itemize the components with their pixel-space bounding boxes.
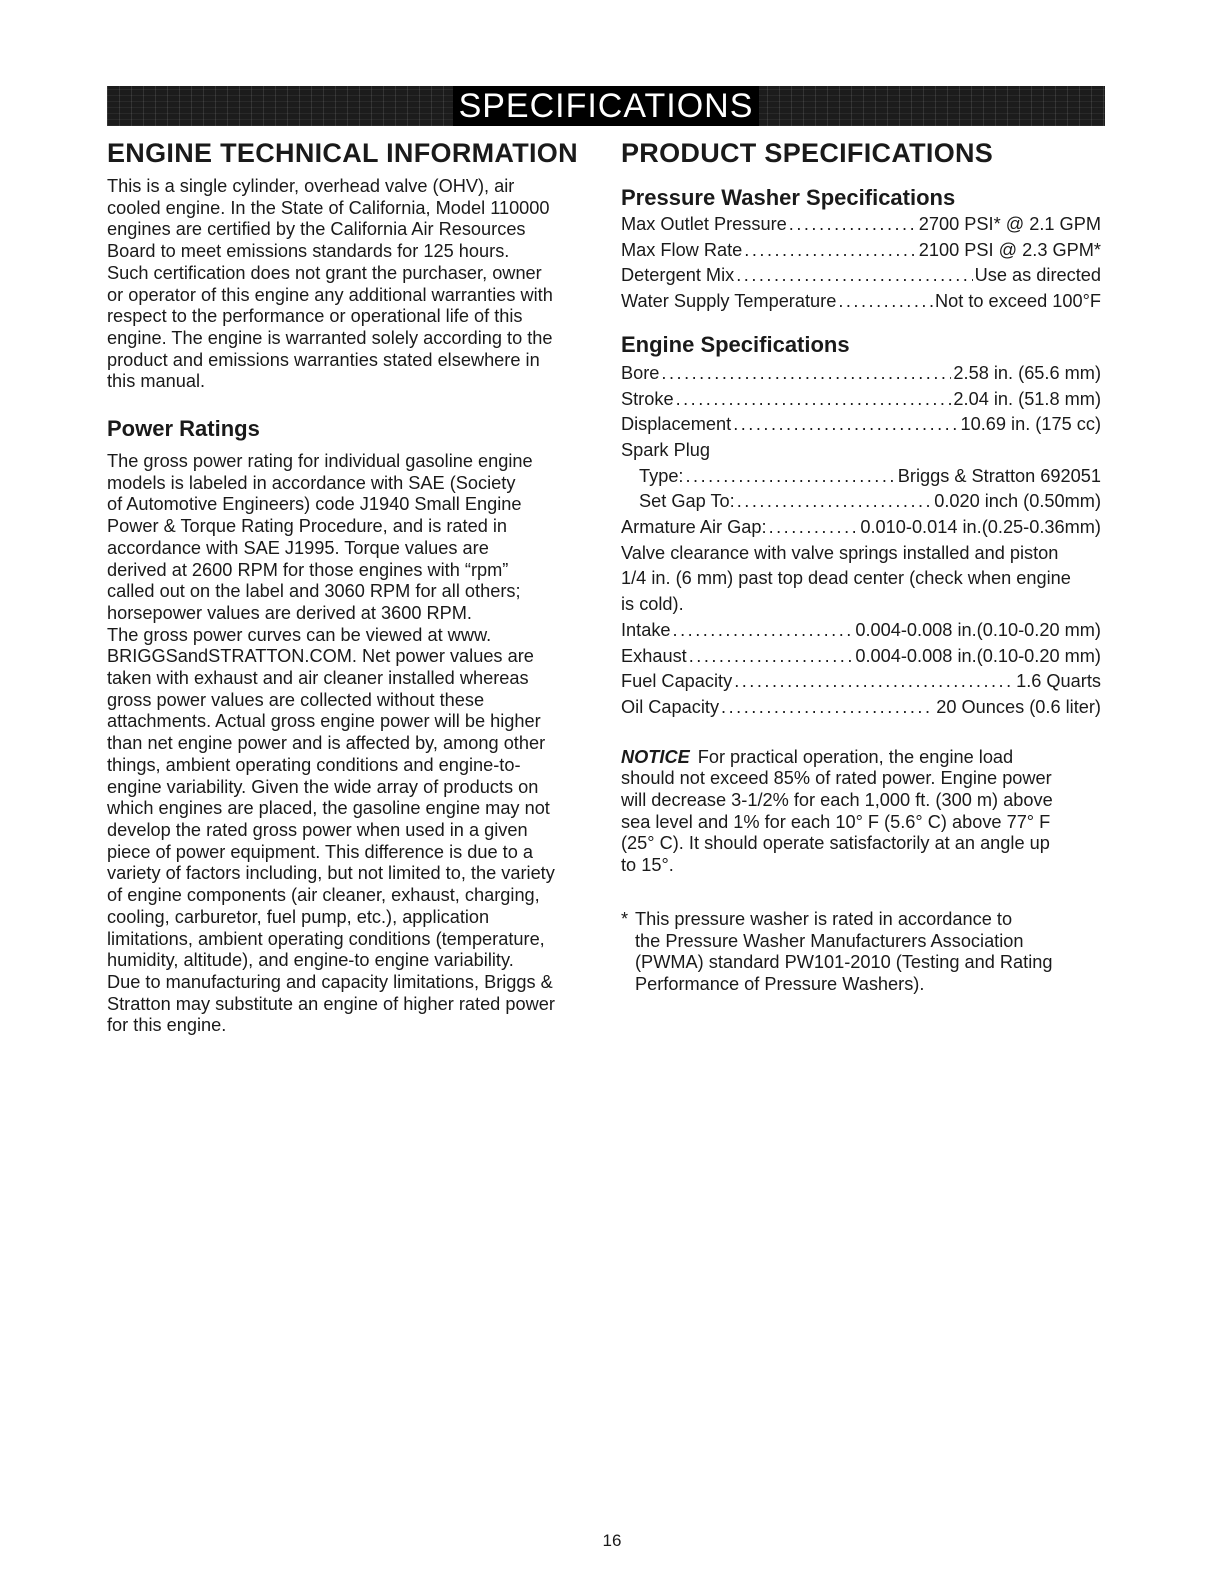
spec-label: Bore bbox=[621, 362, 660, 383]
spec-label: Intake bbox=[621, 619, 671, 640]
spec-label: Oil Capacity bbox=[621, 696, 720, 717]
leader-dots bbox=[744, 238, 916, 264]
spec-value: 0.010-0.014 in.(0.25-0.36mm) bbox=[860, 517, 1101, 538]
valve-clearance-line: Valve clearance with valve springs installed and piston bbox=[621, 542, 1059, 563]
spec-label: Exhaust bbox=[621, 645, 687, 666]
spec-value: 20 Ounces (0.6 liter) bbox=[936, 696, 1101, 717]
spec-label: Set Gap To: bbox=[639, 491, 735, 512]
power-line: horsepower values are derived at 3600 RPM. bbox=[107, 602, 472, 623]
footnote-star: * bbox=[621, 908, 629, 929]
spec-value: 2100 PSI @ 2.3 GPM* bbox=[918, 239, 1101, 260]
leader-dots bbox=[838, 289, 933, 315]
spec-row bbox=[621, 669, 1101, 695]
footnote-text bbox=[635, 909, 1053, 996]
power-line: models is labeled in accordance with SAE (Society bbox=[107, 472, 516, 493]
notice-line: should not exceed 85% of rated power. Engine power bbox=[621, 768, 1052, 789]
leader-dots bbox=[734, 669, 1014, 695]
intro-line: This is a single cylinder, overhead valve (OHV), air bbox=[107, 176, 515, 196]
power-line: for this engine. bbox=[107, 1015, 227, 1036]
power-line: accordance with SAE J1995. Torque values are bbox=[107, 537, 489, 558]
spec-label: Armature Air Gap: bbox=[621, 517, 767, 538]
leader-dots bbox=[685, 464, 895, 490]
engine-technical-heading: ENGINE TECHNICAL INFORMATION bbox=[107, 138, 578, 168]
power-line: which engines are placed, the gasoline engine may not bbox=[107, 798, 550, 819]
spec-value: 2700 PSI* @ 2.1 GPM bbox=[918, 214, 1101, 234]
leader-dots bbox=[736, 263, 972, 289]
spec-value: 0.020 inch (0.50mm) bbox=[934, 491, 1101, 512]
power-line: of engine components (air cleaner, exhaust, charging, bbox=[107, 885, 540, 906]
power-line: cooling, carburetor, fuel pump, etc.), application bbox=[107, 906, 490, 927]
product-specifications-heading: PRODUCT SPECIFICATIONS bbox=[621, 138, 994, 168]
footnote-line: Performance of Pressure Washers). bbox=[635, 973, 925, 994]
intro-line: Board to meet emissions standards for 125 hours. bbox=[107, 241, 510, 262]
power-line: piece of power equipment. This difference is due to a bbox=[107, 841, 533, 862]
leader-dots bbox=[673, 618, 854, 644]
power-line: limitations, ambient operating conditions (temperature, bbox=[107, 928, 545, 949]
page-number: 16 bbox=[602, 1531, 622, 1550]
spec-label: Max Flow Rate bbox=[621, 239, 743, 260]
leader-dots bbox=[661, 361, 951, 387]
spec-value: Briggs & Stratton 692051 bbox=[897, 465, 1101, 486]
intro-line: or operator of this engine any additional warranties with bbox=[107, 284, 553, 305]
spec-row bbox=[621, 263, 1101, 289]
leader-dots bbox=[733, 412, 958, 438]
right-column bbox=[621, 136, 1101, 996]
spec-value: 2.58 in. (65.6 mm) bbox=[953, 362, 1101, 383]
spec-row bbox=[621, 238, 1101, 264]
spec-label: Type: bbox=[639, 465, 684, 486]
power-line: things, ambient operating conditions and engine-to- bbox=[107, 754, 521, 775]
spec-value: 1.6 Quarts bbox=[1016, 671, 1101, 692]
power-line: gross power values are collected without these bbox=[107, 689, 485, 710]
intro-line: this manual. bbox=[107, 371, 206, 392]
left-column bbox=[107, 136, 595, 1037]
intro-line: engines are certified by the California Air Resources bbox=[107, 219, 526, 240]
notice-paragraph bbox=[621, 747, 1101, 877]
spec-row bbox=[621, 515, 1101, 541]
power-line: humidity, altitude), and engine-to engine variability. bbox=[107, 950, 514, 971]
banner-title: SPECIFICATIONS bbox=[453, 86, 760, 126]
power-line: BRIGGSandSTRATTON.COM. Net power values are bbox=[107, 646, 534, 667]
notice-line: to 15°. bbox=[621, 855, 674, 876]
engine-spec-list bbox=[621, 361, 1101, 721]
pressure-washer-spec-list bbox=[621, 212, 1101, 315]
spec-row bbox=[621, 644, 1101, 670]
leader-dots bbox=[737, 489, 932, 515]
intro-line: engine. The engine is warranted solely according to the bbox=[107, 327, 553, 348]
intro-line: respect to the performance or operational life of this bbox=[107, 306, 523, 327]
notice-line: sea level and 1% for each 10° F (5.6° C) above 77° F bbox=[621, 811, 1051, 832]
spec-row bbox=[621, 695, 1101, 721]
footnote-line: (PWMA) standard PW101-2010 (Testing and Rating bbox=[635, 952, 1053, 973]
specifications-banner bbox=[107, 86, 1105, 126]
leader-dots bbox=[721, 695, 934, 721]
spec-label: Fuel Capacity bbox=[621, 671, 733, 692]
power-line: than net engine power and is affected by, among other bbox=[107, 733, 546, 754]
notice-line: will decrease 3-1/2% for each 1,000 ft. (300 m) above bbox=[621, 790, 1053, 811]
spec-row bbox=[621, 212, 1101, 238]
spec-value: 0.004-0.008 in.(0.10-0.20 mm) bbox=[855, 645, 1101, 666]
power-line: called out on the label and 3060 RPM for all others; bbox=[107, 581, 521, 602]
power-line: taken with exhaust and air cleaner installed whereas bbox=[107, 668, 529, 689]
spec-label: Displacement bbox=[621, 414, 732, 435]
power-line: The gross power rating for individual gasoline engine bbox=[107, 451, 533, 472]
spec-row bbox=[621, 289, 1101, 315]
spec-label: Water Supply Temperature bbox=[621, 291, 837, 312]
spec-value: Use as directed bbox=[974, 265, 1101, 286]
power-line: variety of factors including, but not limited to, the variety bbox=[107, 863, 555, 884]
power-line: attachments. Actual gross engine power will be higher bbox=[107, 711, 541, 732]
spec-label: Detergent Mix bbox=[621, 265, 735, 286]
footnote-line: the Pressure Washer Manufacturers Association bbox=[635, 930, 1024, 951]
intro-line: cooled engine. In the State of California, Model 110000 bbox=[107, 197, 550, 218]
spec-row bbox=[621, 412, 1101, 438]
spec-value: 2.04 in. (51.8 mm) bbox=[953, 388, 1101, 409]
leader-dots bbox=[689, 644, 854, 670]
intro-line: product and emissions warranties stated elsewhere in bbox=[107, 349, 540, 370]
power-line: develop the rated gross power when used in a given bbox=[107, 819, 528, 840]
spec-row bbox=[621, 618, 1101, 644]
leader-dots bbox=[789, 212, 917, 238]
spec-row bbox=[621, 387, 1101, 413]
engine-specs-heading: Engine Specifications bbox=[621, 331, 850, 357]
valve-clearance-line: 1/4 in. (6 mm) past top dead center (check when engine bbox=[621, 568, 1071, 589]
spec-label: Stroke bbox=[621, 388, 674, 409]
power-line: The gross power curves can be viewed at www. bbox=[107, 624, 492, 645]
notice-line: (25° C). It should operate satisfactorily at an angle up bbox=[621, 833, 1050, 854]
footnote-line: This pressure washer is rated in accordance to bbox=[635, 908, 1013, 929]
valve-clearance-line: is cold). bbox=[621, 594, 684, 615]
power-ratings-paragraph bbox=[107, 451, 595, 1037]
leader-dots bbox=[769, 515, 859, 541]
spec-row bbox=[621, 489, 1101, 515]
power-line: Power & Torque Rating Procedure, and is rated in bbox=[107, 516, 508, 537]
power-ratings-heading: Power Ratings bbox=[107, 416, 260, 442]
spec-value: Not to exceed 100°F bbox=[934, 291, 1101, 312]
notice-line: For practical operation, the engine load bbox=[697, 746, 1014, 767]
leader-dots bbox=[676, 387, 952, 413]
spark-plug-label: Spark Plug bbox=[621, 439, 710, 460]
power-line: Due to manufacturing and capacity limitations, Briggs & bbox=[107, 971, 553, 992]
intro-line: Such certification does not grant the purchaser, owner bbox=[107, 262, 542, 283]
footnote bbox=[621, 909, 1101, 996]
spec-label: Max Outlet Pressure bbox=[621, 214, 787, 234]
power-line: engine variability. Given the wide array of products on bbox=[107, 776, 539, 797]
spec-row bbox=[621, 361, 1101, 387]
pressure-washer-specs-heading: Pressure Washer Specifications bbox=[621, 185, 956, 210]
power-line: of Automotive Engineers) code J1940 Small Engine bbox=[107, 494, 522, 515]
spec-row bbox=[621, 464, 1101, 490]
power-line: derived at 2600 RPM for those engines with “rpm” bbox=[107, 559, 509, 580]
spec-value: 0.004-0.008 in.(0.10-0.20 mm) bbox=[855, 619, 1101, 640]
notice-label: NOTICE bbox=[621, 746, 690, 767]
power-line: Stratton may substitute an engine of higher rated power bbox=[107, 993, 555, 1014]
spec-value: 10.69 in. (175 cc) bbox=[960, 414, 1101, 435]
engine-intro-paragraph bbox=[107, 176, 595, 393]
